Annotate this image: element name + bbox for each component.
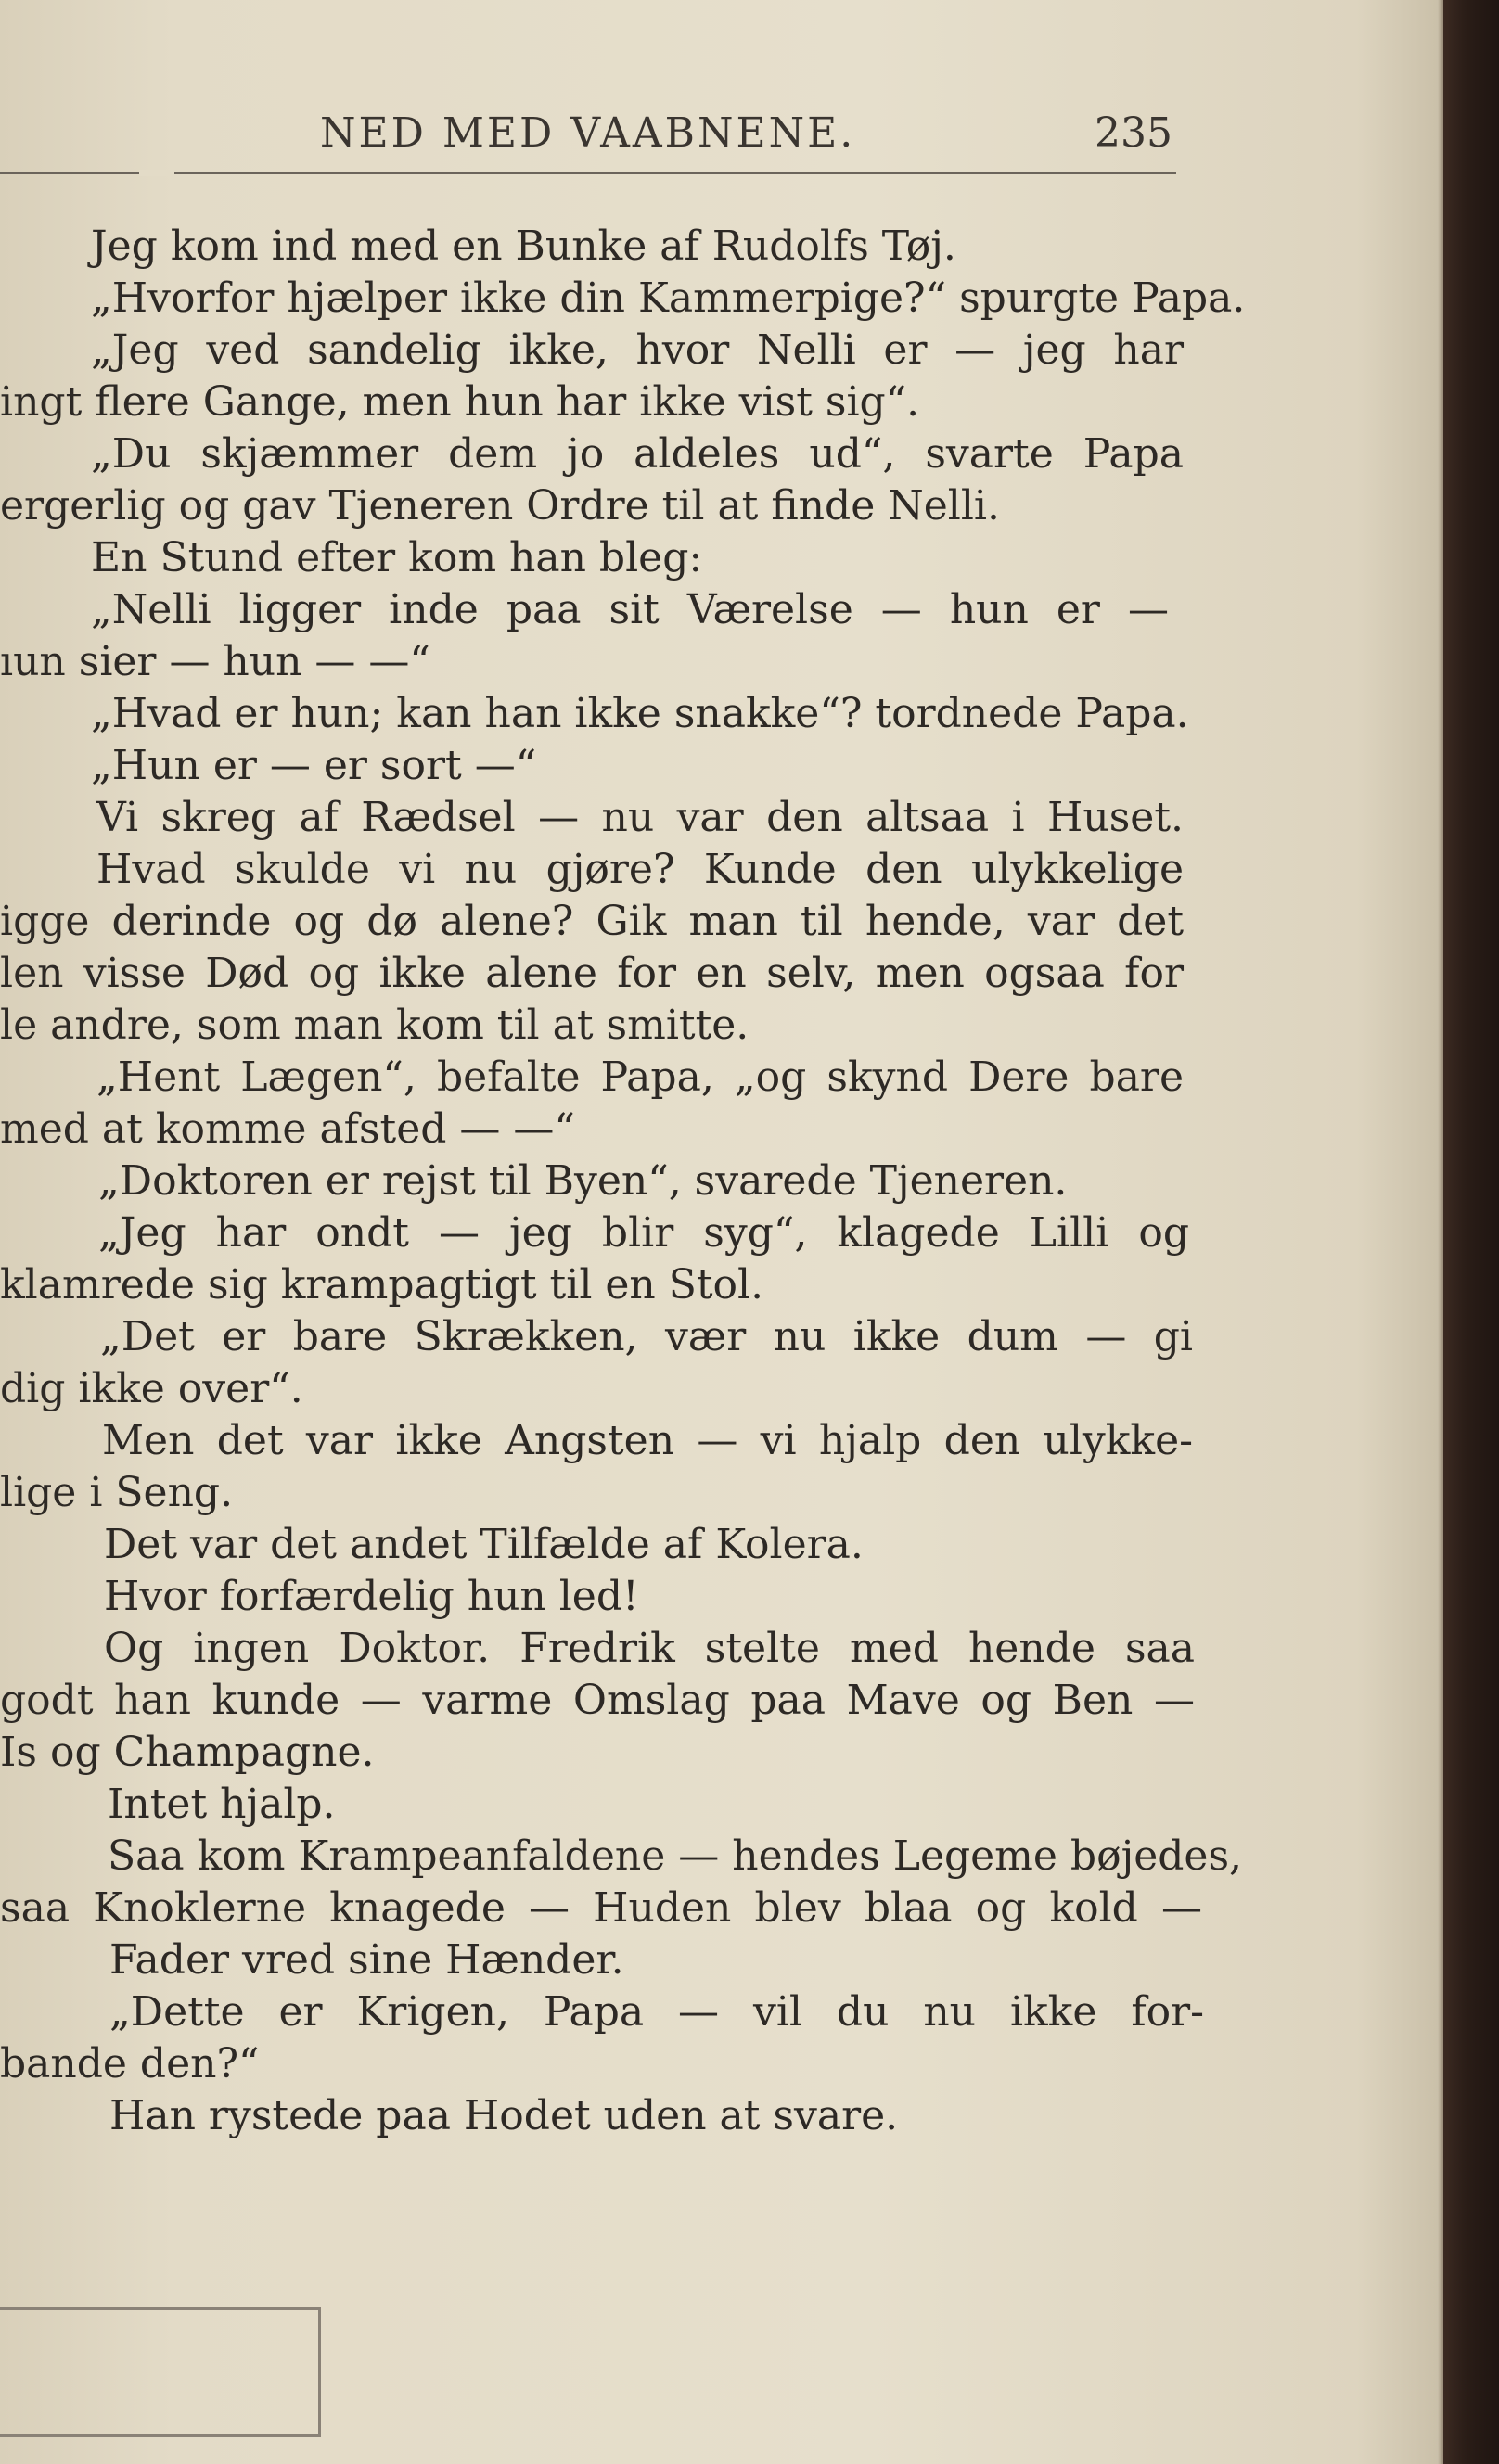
text-line: ergerlig og gav Tjeneren Ordre til at finde Nelli.: [0, 482, 1000, 530]
text-line: ingt flere Gange, men hun har ikke vist sig“.: [0, 378, 920, 426]
text-line: Det var det andet Tilfælde af Kolera.: [104, 1521, 864, 1568]
text-line: „Hent Lægen“, befalte Papa, „og skynd Dere bare: [96, 1053, 1184, 1101]
text-line: godt han kunde — varme Omslag paa Mave og Ben —: [0, 1677, 1195, 1724]
text-line: Jeg kom ind med en Bunke af Rudolfs Tøj.: [91, 223, 956, 270]
header-rule: [0, 172, 1176, 174]
text-line: lige i Seng.: [0, 1469, 234, 1516]
text-line: „Jeg har ondt — jeg blir syg“, klagede Lilli og: [98, 1209, 1189, 1257]
text-line: Hvad skulde vi nu gjøre? Kunde den ulykkelige: [96, 846, 1184, 893]
text-line: Saa kom Krampeanfaldene — hendes Legeme bøjedes,: [108, 1832, 1243, 1880]
text-line: En Stund efter kom han bleg:: [91, 534, 703, 581]
text-line: „Hvorfor hjælper ikke din Kammerpige?“ spurgte Papa.: [91, 274, 1246, 322]
text-line: Fader vred sine Hænder.: [109, 1936, 624, 1984]
text-line: igge derinde og dø alene? Gik man til hende, var det: [0, 898, 1184, 945]
text-line: „Du skjæmmer dem jo aldeles ud“, svarte Papa: [91, 430, 1184, 478]
text-line: saa Knoklerne knagede — Huden blev blaa og kold —: [0, 1884, 1202, 1932]
library-stamp-box: [0, 2307, 321, 2437]
text-line: ıun sier — hun — —“: [0, 638, 430, 685]
page-number: 235: [1095, 109, 1172, 157]
text-line: dig ikke over“.: [0, 1365, 303, 1412]
header-rule-gap: [139, 170, 174, 176]
text-line: „Dette er Krigen, Papa — vil du nu ikke for-: [109, 1988, 1204, 2036]
text-line: „Hun er — er sort —“: [91, 742, 537, 789]
text-line: le andre, som man kom til at smitte.: [0, 1002, 750, 1049]
text-line: „Nelli ligger inde paa sit Værelse — hun er —: [91, 586, 1169, 633]
text-line: Hvor forfærdelig hun led!: [104, 1573, 639, 1620]
running-title: NED MED VAABNENE.: [320, 109, 856, 157]
text-line: Og ingen Doktor. Fredrik stelte med hende saa: [104, 1625, 1195, 1672]
text-line: med at komme afsted — —“: [0, 1105, 575, 1153]
text-line: „Hvad er hun; kan han ikke snakke“? tordnede Papa.: [91, 690, 1189, 737]
text-line: len visse Død og ikke alene for en selv, men ogsaa for: [0, 950, 1184, 997]
text-line: Intet hjalp.: [108, 1781, 336, 1828]
text-line: Vi skreg af Rædsel — nu var den altsaa i Huset.: [96, 794, 1184, 841]
page-header: [0, 109, 1187, 176]
text-line: Han rystede paa Hodet uden at svare.: [109, 2092, 899, 2139]
text-line: bande den?“: [0, 2040, 260, 2087]
text-line: klamrede sig krampagtigt til en Stol.: [0, 1261, 764, 1309]
text-line: Is og Champagne.: [0, 1729, 375, 1776]
text-line: „Det er bare Skrækken, vær nu ikke dum — gi: [100, 1313, 1193, 1360]
text-line: „Jeg ved sandelig ikke, hvor Nelli er — jeg har: [91, 326, 1184, 374]
text-line: „Doktoren er rejst til Byen“, svarede Tjeneren.: [98, 1157, 1068, 1205]
book-spine: [1443, 0, 1499, 2464]
text-line: Men det var ikke Angsten — vi hjalp den ulykke-: [102, 1417, 1193, 1464]
